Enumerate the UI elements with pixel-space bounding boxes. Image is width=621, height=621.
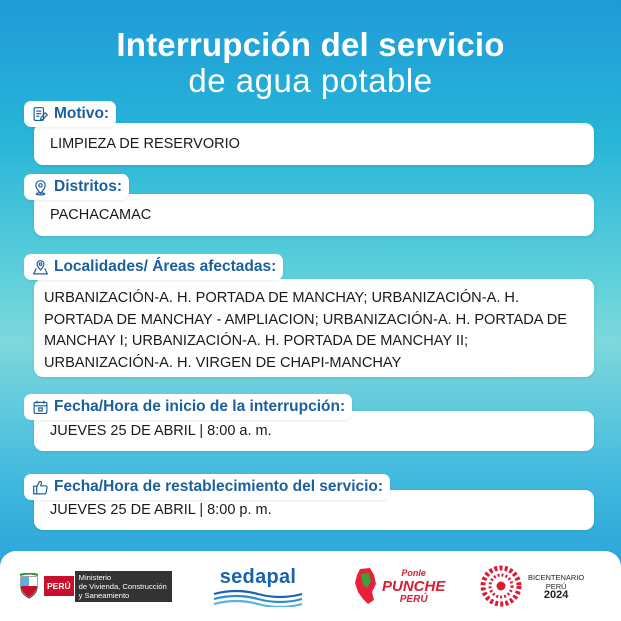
sedapal-wordmark: sedapal	[219, 565, 297, 588]
ministerio-line-2: de Vivienda, Construcción	[78, 581, 167, 591]
ponle-punche-peru-logo	[352, 551, 445, 621]
localidades-label: Localidades/ Áreas afectadas:	[54, 258, 277, 275]
bicentenario-emblem-icon	[480, 565, 522, 607]
ministerio-line-3: y Saneamiento	[78, 590, 130, 600]
restablecimiento-label-tag	[24, 474, 390, 500]
motivo-label: Motivo:	[54, 105, 110, 122]
punche-line-3: PERÚ	[399, 593, 428, 605]
restablecimiento-label: Fecha/Hora de restablecimiento del servicio:	[54, 478, 384, 495]
bicentenario-year: 2024	[543, 588, 569, 601]
title-line-2: de agua potable	[188, 62, 433, 99]
ministerio-name	[75, 571, 172, 602]
bicentenario-line-1: BICENTENARIO	[528, 572, 585, 582]
footer-logo-bar	[0, 551, 621, 621]
peru-crest-icon	[18, 573, 40, 599]
inicio-label-tag	[24, 394, 352, 420]
document-edit-icon	[32, 106, 49, 123]
map-pin-icon	[32, 179, 49, 196]
thumbs-up-icon	[32, 479, 49, 496]
location-area-icon	[32, 259, 49, 276]
distritos-value-box	[34, 194, 594, 236]
peru-label: PERÚ	[44, 576, 74, 597]
punche-wordmark	[382, 567, 445, 606]
calendar-icon	[32, 399, 49, 416]
ministerio-line-1: Ministerio	[78, 572, 112, 582]
distritos-value: PACHACAMAC	[50, 207, 152, 223]
peru-map-icon	[352, 566, 380, 606]
localidades-value-box	[34, 279, 594, 377]
bicentenario-logo	[480, 551, 584, 621]
sedapal-logo	[212, 551, 304, 621]
punche-line-2: PUNCHE	[382, 577, 446, 595]
restablecimiento-value: JUEVES 25 DE ABRIL | 8:00 p. m.	[50, 502, 272, 518]
inicio-label: Fecha/Hora de inicio de la interrupción:	[54, 398, 346, 415]
inicio-value: JUEVES 25 DE ABRIL | 8:00 a. m.	[50, 423, 272, 439]
bicentenario-text	[528, 573, 584, 600]
punche-line-1: Ponle	[401, 567, 426, 578]
localidades-label-tag	[24, 254, 283, 280]
distritos-label-tag	[24, 174, 129, 200]
title-line-1: Interrupción del servicio	[116, 26, 505, 63]
motivo-value: LIMPIEZA DE RESERVORIO	[50, 136, 240, 152]
motivo-value-box	[34, 123, 594, 165]
motivo-label-tag	[24, 101, 116, 127]
ministerio-logo	[18, 551, 172, 621]
bicentenario-line-2: PERÚ	[545, 581, 567, 591]
localidades-value: URBANIZACIÓN-A. H. PORTADA DE MANCHAY; URBANIZACIÓN-A. H. PORTADA DE MANCHAY - AMPLIACION; URBANIZACIÓN-A. H. PORTADA DE MANCHAY I; URBANIZACIÓN-A. H. PORTADA DE MANCHAY II; URBANIZACIÓN-A. H. VIRGEN DE CHAPI-MANCHAY	[44, 290, 568, 371]
sedapal-waves-icon	[212, 589, 304, 607]
distritos-label: Distritos:	[54, 178, 123, 195]
